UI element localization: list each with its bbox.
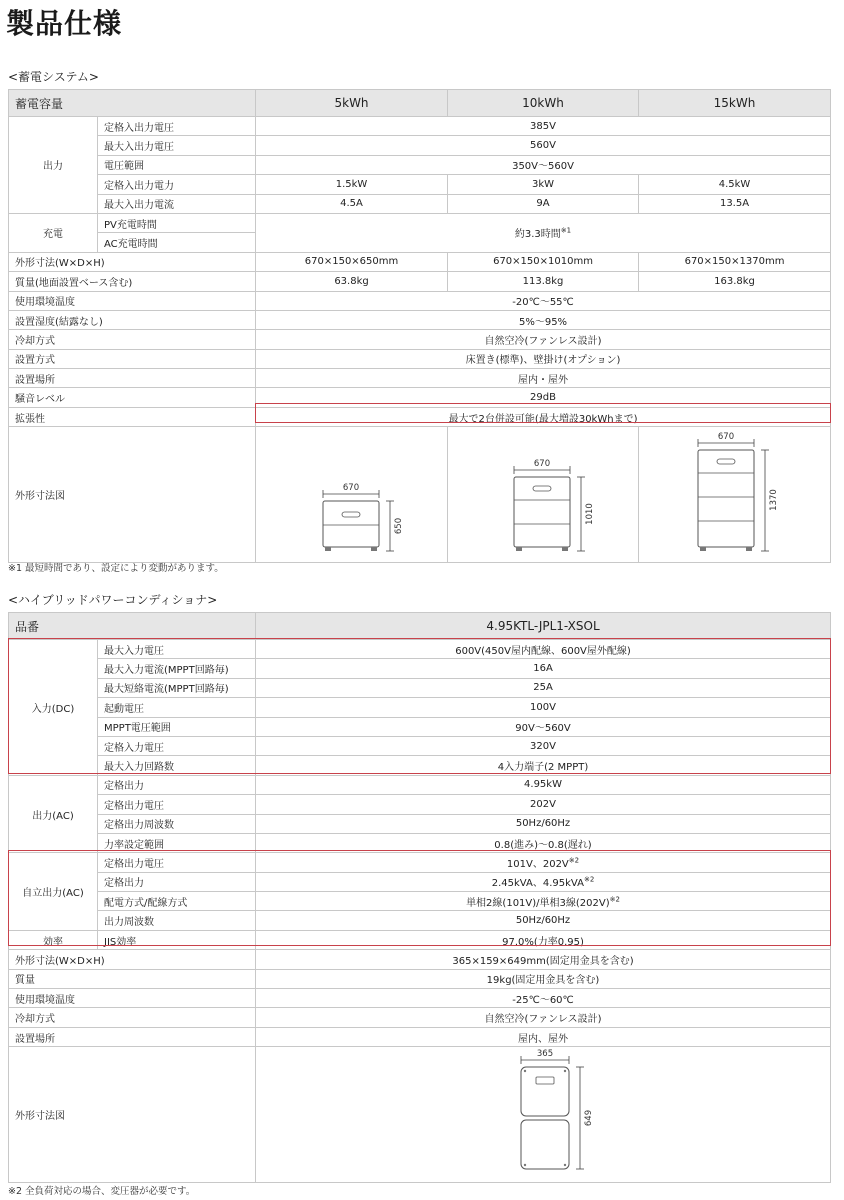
width-dimension-label: 670 [342,483,359,494]
table-row [9,659,831,678]
row-value: 屋内、屋外 [256,1027,831,1046]
row-value: 50Hz/60Hz [256,911,831,930]
table-row [9,756,831,775]
model-number: 4.95KTL-JPL1-XSOL [256,613,831,640]
table-row [9,989,831,1008]
dc-input-group-label: 入力(DC) [9,640,98,776]
row-value: 385V [256,117,831,136]
drawing-row [9,1047,831,1183]
standalone-output-group-label: 自立出力(AC) [9,853,98,931]
battery-15kwh-drawing [640,427,830,559]
row-value: 9A [448,194,639,213]
row-label: 設置場所 [9,369,256,388]
table-row [9,736,831,755]
row-value: 5%～95% [256,310,831,329]
table-row [9,252,831,271]
row-value: 63.8kg [256,272,448,291]
row-value: 2.45kVA、4.95kVA$^{※2}$ [256,872,831,891]
row-value: 600V(450V屋内配線、600V屋外配線) [256,640,831,659]
row-label: 質量(地面設置ベース含む) [9,272,256,291]
row-label: 最大入出力電圧 [98,136,256,155]
table-row [9,872,831,891]
row-value: 560V [256,136,831,155]
table-row [9,330,831,349]
row-label: 使用環境温度 [9,989,256,1008]
table-row [9,833,831,852]
row-label: 冷却方式 [9,1008,256,1027]
table-row [9,892,831,911]
table-row [9,775,831,794]
table-row [9,213,831,232]
battery-head-row [9,90,831,117]
table-row [9,117,831,136]
row-value: -20℃～55℃ [256,291,831,310]
page-title: 製品仕様 [6,7,123,40]
inverter-spec-table [8,612,831,1183]
row-label: 外形寸法図 [9,427,256,563]
row-label: AC充電時間 [98,233,256,252]
row-value: 350V～560V [256,155,831,174]
row-label: 外形寸法図 [9,1047,256,1183]
table-row [9,310,831,329]
width-dimension-label: 365 [536,1049,554,1060]
row-value: 床置き(標準)、壁掛け(オプション) [256,349,831,368]
table-row [9,640,831,659]
drawing-row [9,427,831,563]
inverter-drawing-cell [256,1047,831,1183]
efficiency-group-label: 効率 [9,930,98,949]
row-value: 4.5kW [639,175,831,194]
width-dimension-label: 670 [533,459,551,470]
height-dimension-label: 1010 [585,503,596,526]
row-value: -25℃～60℃ [256,989,831,1008]
row-value: 100V [256,698,831,717]
height-dimension-label: 1370 [768,489,779,512]
table-row [9,853,831,872]
table-row [9,930,831,949]
row-value: 163.8kg [639,272,831,291]
row-value: 19kg(固定用金具を含む) [256,969,831,988]
row-value: 3kW [448,175,639,194]
row-label: 使用環境温度 [9,291,256,310]
inverter-head-row [9,613,831,640]
row-label: 定格出力電圧 [98,853,256,872]
battery-spec-table [8,89,831,563]
row-value: 4.5A [256,194,448,213]
row-label: 外形寸法(W×D×H) [9,252,256,271]
row-label: MPPT電圧範囲 [98,717,256,736]
capacity-15kwh: 15kWh [639,90,831,117]
row-value: 50Hz/60Hz [256,814,831,833]
footnote-mark: ※2 [583,876,595,885]
row-value: 16A [256,659,831,678]
row-label: 電圧範囲 [98,155,256,174]
width-dimension-label: 670 [717,432,734,443]
inverter-footnote: ※2 全負荷対応の場合、変圧器が必要です。 [8,1186,196,1197]
row-value: 365×159×649mm(固定用金具を含む) [256,950,831,969]
row-value: 97.0%(力率0.95) [256,930,831,949]
row-label: 定格出力 [98,872,256,891]
row-label: 最大入力電流(MPPT回路毎) [98,659,256,678]
row-value: 単相2線(101V)/単相3線$(202V)^{※2}$ [256,892,831,911]
row-value: 自然空冷(ファンレス設計) [256,330,831,349]
row-label: 最大短絡電流(MPPT回路毎) [98,678,256,697]
row-label: 定格出力電圧 [98,795,256,814]
row-value: 670×150×1370mm [639,252,831,271]
table-row [9,814,831,833]
table-row [9,950,831,969]
height-dimension-label: 650 [393,518,404,535]
row-label: 定格入出力電力 [98,175,256,194]
row-label: 冷却方式 [9,330,256,349]
table-row [9,194,831,213]
table-row [9,911,831,930]
row-label: 配電方式/配線方式 [98,892,256,911]
footnote-mark: ※2 [568,856,580,865]
capacity-5kwh: 5kWh [256,90,448,117]
row-value: 25A [256,678,831,697]
row-value: 最大で2台併設可能(最大増設30kWhまで) [256,407,831,426]
battery-drawing-10kwh [448,427,639,563]
table-row [9,1008,831,1027]
table-row [9,136,831,155]
row-value: 1.5kW [256,175,448,194]
ac-output-group-label: 出力(AC) [9,775,98,853]
row-label: 拡張性 [9,407,256,426]
row-value: 4.95kW [256,775,831,794]
inverter-drawing [443,1047,643,1179]
height-dimension-label: 649 [584,1110,595,1127]
row-label: 最大入力回路数 [98,756,256,775]
row-label: 設置湿度(結露なし) [9,310,256,329]
row-value: 0.8(進み)～0.8(遅れ) [256,833,831,852]
table-row [9,175,831,194]
row-label: 定格入力電圧 [98,736,256,755]
row-value: 670×150×1010mm [448,252,639,271]
table-row [9,388,831,407]
table-row [9,291,831,310]
battery-10kwh-drawing [448,427,638,559]
row-value: 101V、$202V^{※2}$ [256,853,831,872]
row-label: 最大入出力電流 [98,194,256,213]
row-label: 定格入出力電圧 [98,117,256,136]
capacity-10kwh: 10kWh [448,90,639,117]
capacity-header: 蓄電容量 [9,90,256,117]
row-label: 質量 [9,969,256,988]
row-value: 320V [256,736,831,755]
row-label: PV充電時間 [98,213,256,232]
row-value: 自然空冷(ファンレス設計) [256,1008,831,1027]
table-row [9,698,831,717]
battery-5kwh-drawing [257,427,447,559]
row-value: 4入力端子(2 MPPT) [256,756,831,775]
inverter-section-label: <ハイブリッドパワーコンディショナ> [8,593,218,607]
output-group-label: 出力 [9,117,98,214]
row-label: 最大入力電圧 [98,640,256,659]
row-label: 力率設定範囲 [98,833,256,852]
row-value: 113.8kg [448,272,639,291]
row-label: 定格出力 [98,775,256,794]
row-value: 90V～560V [256,717,831,736]
table-row [9,155,831,174]
footnote-mark: ※2 [609,895,620,904]
battery-footnote: ※1 最短時間であり、設定により変動があります。 [8,563,224,574]
table-row [9,407,831,426]
charge-group-label: 充電 [9,213,98,252]
row-value: 670×150×650mm [256,252,448,271]
table-row [9,678,831,697]
row-label: JIS効率 [98,930,256,949]
row-value: 13.5A [639,194,831,213]
table-row [9,272,831,291]
row-label: 外形寸法(W×D×H) [9,950,256,969]
battery-section-label: <蓄電システム> [8,70,99,84]
model-header: 品番 [9,613,256,640]
row-label: 設置場所 [9,1027,256,1046]
battery-drawing-5kwh [256,427,448,563]
table-row [9,717,831,736]
battery-drawing-15kwh [639,427,831,563]
row-value: 29dB [256,388,831,407]
table-row [9,369,831,388]
row-label: 定格出力周波数 [98,814,256,833]
row-value: 202V [256,795,831,814]
table-row [9,349,831,368]
table-row [9,795,831,814]
footnote-mark: ※1 [560,227,572,236]
row-label: 出力周波数 [98,911,256,930]
row-label: 設置方式 [9,349,256,368]
table-row [9,1027,831,1046]
charge-value: 約3.3時間$^{※1}$ [256,213,831,252]
row-label: 騒音レベル [9,388,256,407]
row-value: 屋内・屋外 [256,369,831,388]
table-row [9,969,831,988]
row-label: 起動電圧 [98,698,256,717]
